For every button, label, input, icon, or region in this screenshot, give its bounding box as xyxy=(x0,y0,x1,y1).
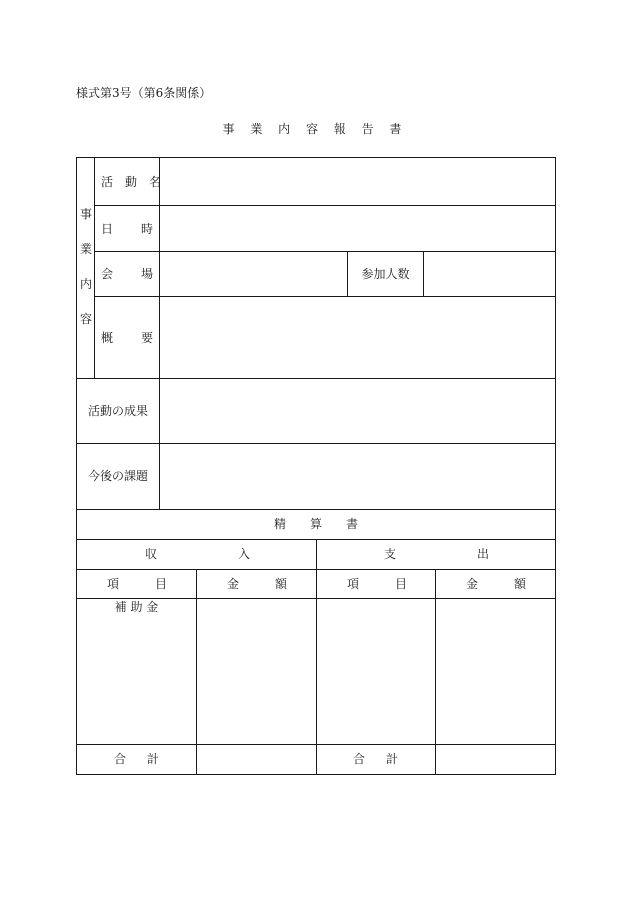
col-divider-labels xyxy=(159,157,160,509)
expense-item-header: 項 目 xyxy=(347,577,407,591)
income-item-header: 項 目 xyxy=(107,577,167,591)
col-divider-expense-amount xyxy=(435,569,436,775)
col-divider-participants xyxy=(423,251,424,296)
subsidy-row-label: 補 助 金 xyxy=(114,600,159,614)
expense-total-label: 合 計 xyxy=(353,752,398,766)
issues-label: 今後の課題 xyxy=(87,469,148,483)
expense-amount-header: 金 額 xyxy=(466,577,526,591)
row-divider-datetime xyxy=(95,251,556,252)
settlement-title: 精 算 書 xyxy=(273,517,358,531)
row-divider-summary xyxy=(76,378,556,379)
income-total-label: 合 計 xyxy=(114,752,159,766)
row-divider-activity xyxy=(95,205,556,206)
document-title: 事 業 内 容 報 告 書 xyxy=(222,122,408,136)
col-divider-income-expense xyxy=(316,539,317,775)
income-header: 収 入 xyxy=(145,547,250,561)
results-label: 活動の成果 xyxy=(87,404,148,418)
summary-label: 概 要 xyxy=(101,331,153,345)
datetime-label: 日 時 xyxy=(101,222,153,236)
row-divider-venue xyxy=(95,296,556,297)
activity-name-label: 活 動 名 xyxy=(101,175,162,189)
col-divider-income-amount xyxy=(196,569,197,775)
income-amount-header: 金 額 xyxy=(227,577,287,591)
row-divider-settlement xyxy=(76,509,556,510)
expense-header: 支 出 xyxy=(384,547,489,561)
row-divider-results xyxy=(76,443,556,444)
participants-label: 参加人数 xyxy=(361,267,410,281)
form-number: 様式第3号（第6条関係） xyxy=(76,86,212,100)
project-content-label: 事 業 内 容 xyxy=(79,207,92,326)
venue-label: 会 場 xyxy=(101,267,153,281)
